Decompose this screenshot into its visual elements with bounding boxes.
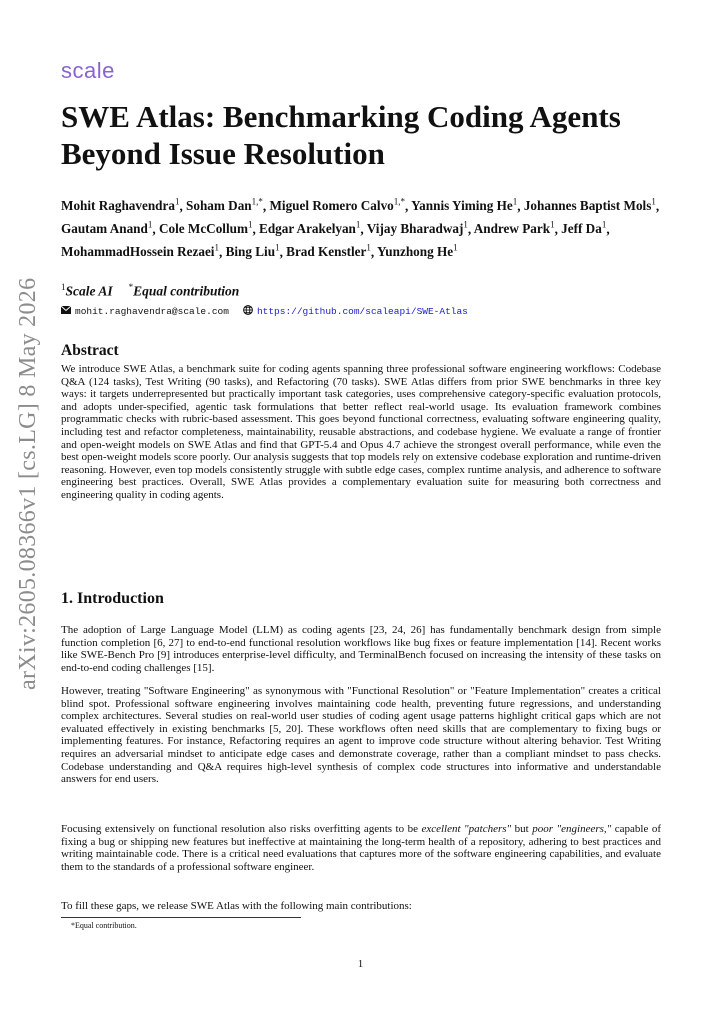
- author-name: [561, 221, 606, 236]
- author-affiliation-marker: 1: [453, 242, 458, 253]
- author-affiliation-marker: 1: [214, 242, 219, 253]
- affiliation: [61, 282, 239, 300]
- author-name: [61, 244, 219, 259]
- introduction-heading: 1. Introduction: [61, 590, 164, 607]
- author-name-text: Miguel Romero Calvo: [269, 198, 394, 214]
- author-affiliation-marker: 1: [550, 219, 555, 230]
- author-name: [259, 221, 360, 236]
- author-name: [226, 244, 280, 259]
- affiliation-marker: 1: [61, 282, 66, 292]
- author-affiliation-marker: 1: [463, 219, 468, 230]
- author-list: Mohit Raghavendra$^1$, Soham Dan$^{1,*}$, Miguel Romero Calvo$^{1,*}$, Yannis Yiming He$^1$, Johannes Baptist Mols$^1$, Gautam Anand$^1$, Cole McCollum$^1$, Edgar Arakelyan$^1$, Vijay Bharadwaj$^1$, Andrew Park$^1$, Jeff Da$^1$, MohammadHossein Rezaei$^1$, Bing Liu$^1$, Brad Kenstler$^1$, Yunzhong He$^1$: [61, 197, 660, 260]
- author-name-text: Edgar Arakelyan: [259, 221, 356, 237]
- author-affiliation-marker: 1,*: [251, 197, 263, 207]
- author-name-text: Yunzhong He: [376, 244, 454, 260]
- author-affiliation-marker: 1: [147, 219, 153, 230]
- author-name-text: Bing Liu: [225, 244, 276, 260]
- author-name: [367, 221, 468, 236]
- author-name: [159, 221, 253, 236]
- author-name: [377, 244, 458, 259]
- intro-p3-emphasis-1: excellent "patchers": [421, 823, 512, 835]
- contact-line: [61, 305, 468, 318]
- globe-icon: [243, 305, 253, 318]
- intro-p3-part-c: capable of fixing a bug or shipping new features but ineffective at maintaining the long-term health of a repository, adhering to best practices and writing maintainable code. There is a critical need evaluations that captures more of the software engineering capabilities, and evaluate them to the standards of a professional software engineer.: [61, 823, 662, 873]
- author-name: [61, 198, 179, 213]
- author-affiliation-marker: 1: [247, 219, 253, 230]
- footnote: *Equal contribution.: [71, 921, 137, 930]
- email-address[interactable]: mohit.raghavendra@scale.com: [75, 306, 229, 317]
- footnote-rule: [61, 917, 301, 918]
- intro-paragraph-4: To fill these gaps, we release SWE Atlas with the following main contributions:: [61, 900, 412, 912]
- author-affiliation-marker: 1: [512, 197, 518, 207]
- author-affiliation-marker: 1,*: [393, 197, 406, 207]
- author-name: [411, 198, 517, 213]
- author-name-text: Soham Dan: [186, 198, 252, 214]
- paper-title: [61, 98, 671, 172]
- title-line-1: SWE Atlas: Benchmarking Coding Agents: [61, 99, 621, 134]
- envelope-icon: [61, 306, 71, 317]
- scale-logo: scale: [61, 58, 115, 83]
- intro-paragraph-1: The adoption of Large Language Model (LLM) as coding agents [23, 24, 26] has fundamentally benchmark design from simple function completion [6, 27] to end-to-end functional resolution workflows like bug fixes or feature implementation [14]. Recent works like SWE-Bench Pro [9] introduces enterprise-level difficulty, and TerminalBench focused on increasing the intensity of these tasks on end-to-end coding challenges [15].: [61, 624, 661, 674]
- author-name: [474, 221, 555, 236]
- intro-p3-part-a: Focusing extensively on functional resolution also risks overfitting agents to be: [61, 823, 422, 835]
- author-name: [269, 198, 405, 213]
- author-affiliation-marker: 1: [174, 197, 180, 207]
- author-affiliation-marker: 1: [275, 242, 280, 253]
- author-name: [61, 221, 152, 236]
- intro-paragraph-2: However, treating "Software Engineering" as synonymous with "Functional Resolution" or "Feature Implementation" creates a critical blind spot. Professional software engineering involves maintaining code health, preventing future regressions, and understanding complex architectures. Several studies on real-world user studies of coding agent usage patterns highlight critical gaps which are not evaluated effectively in existing benchmarks [5, 20]. These workflows often need skills that are complementary to fixing bugs or implementing features. For instance, Refactoring requires an agent to improve code structure without altering behavior. Test Writing requires an adversarial mindset to anticipate edge cases and demonstrate coverage, rather than a compliant mindset to pass checks. Codebase understanding and Q&A requires high-level synthesis of complex code structures into informative and understandable answers for end users.: [61, 685, 661, 786]
- abstract-heading: Abstract: [61, 342, 119, 359]
- author-name-text: Brad Kenstler: [286, 244, 367, 260]
- page-number: 1: [357, 958, 364, 970]
- author-name: [186, 198, 263, 213]
- author-name-text: Jeff Da: [561, 221, 602, 237]
- author-affiliation-marker: 1: [601, 219, 607, 230]
- author-affiliation-marker: 1: [355, 219, 361, 230]
- title-line-2: Beyond Issue Resolution: [61, 136, 385, 171]
- author-name-text: Yannis Yiming He: [411, 198, 513, 214]
- intro-p3-emphasis-2: poor "engineers,": [532, 823, 612, 835]
- author-name-text: Gautam Anand: [61, 221, 148, 237]
- author-name-text: Mohit Raghavendra: [61, 198, 175, 214]
- github-link[interactable]: https://github.com/scaleapi/SWE-Atlas: [256, 306, 468, 317]
- arxiv-identifier: arXiv:2605.08366v1 [cs.LG] 8 May 2026: [15, 277, 41, 690]
- abstract-text: We introduce SWE Atlas, a benchmark suite for coding agents spanning three professional software engineering workflows: Codebase Q&A (124 tasks), Test Writing (90 tasks), and Refactoring (70 tasks). SWE Atlas differs from prior SWE benchmarks in three key ways: it targets underrepresented but practically important task categories, uses comprehensive category-specific evaluation protocols, and adopts under-specified, agentic task formulations that better reflect real-world usage. Its evaluation framework combines programmatic checks with rubric-based assessment. This goes beyond functional correctness, evaluating software engineering quality, including test and refactor completeness, maintainability, reusable abstractions, and codebase hygiene. We evaluate a range of frontier and open-weight models on SWE Atlas and find that GPT-5.4 and Opus 4.7 achieve the strongest overall performance, while even the best open-weight models score poorly. Our analysis suggests that top models rely on extensive codebase exploration and runtime-driven reasoning. However, even top models consistently struggle with subtle edge cases, complex runtime analysis, and adherence to software engineering best practices. Overall, SWE Atlas provides a complementary evaluation suite for measuring both correctness and engineering quality in coding agents.: [61, 363, 661, 501]
- intro-p3-part-b: but: [511, 823, 533, 835]
- author-name: [286, 244, 371, 259]
- author-affiliation-marker: 1: [366, 242, 371, 253]
- author-affiliation-marker: 1: [651, 197, 656, 207]
- author-name-text: Vijay Bharadwaj: [366, 221, 464, 237]
- author-name-text: Johannes Baptist Mols: [523, 198, 652, 214]
- affiliation-name: Scale AI: [65, 283, 113, 299]
- intro-paragraph-3: [61, 823, 661, 873]
- author-name: [524, 198, 656, 213]
- author-name-text: MohammadHossein Rezaei: [61, 244, 215, 260]
- author-name-text: Andrew Park: [473, 221, 551, 237]
- equal-marker: *: [128, 282, 134, 292]
- equal-contribution-note: Equal contribution: [133, 283, 240, 299]
- author-name-text: Cole McCollum: [158, 221, 248, 237]
